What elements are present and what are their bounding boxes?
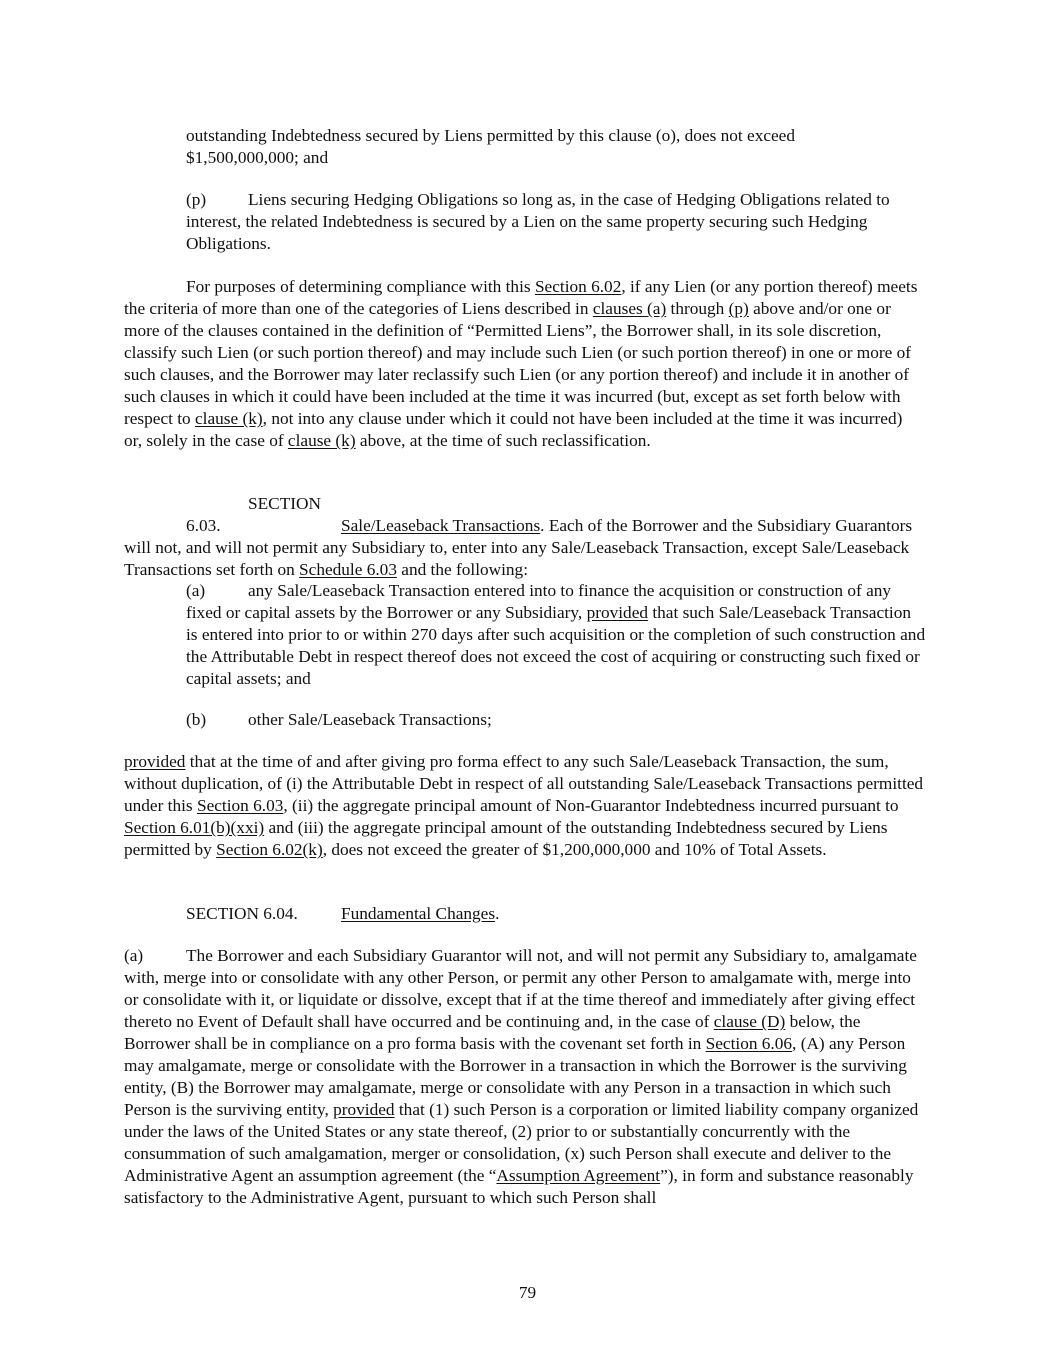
section-6-03-ref: Section 6.03 — [196, 796, 284, 815]
text-run: any Sale/Leaseback Transaction entered into to finance the acquisition or construction of any fixed or capital assets by the Borrower or any Subsidiary, — [186, 581, 892, 622]
clause-k-ref: clause (k) — [287, 431, 356, 450]
text-run: below, the Borrower shall be in compliance on a pro forma basis with the covenant set forth in — [124, 1012, 861, 1053]
text-run: above, at the time of such reclassification. — [355, 431, 651, 450]
section-6-04-number: SECTION 6.04. — [186, 904, 298, 923]
section-6-03-number: SECTION 6.03. — [186, 494, 321, 535]
section-6-04-title: Fundamental Changes — [341, 904, 496, 923]
clause-p — [186, 189, 916, 255]
text-run: , if any Lien (or any portion thereof) meets the criteria of more than one of the categories of Liens described in — [124, 277, 918, 318]
section-6-03-title: Sale/Leaseback Transactions — [341, 516, 541, 535]
text-run: For purposes of determining compliance with this — [186, 277, 535, 296]
text-run: , (ii) the aggregate principal amount of Non-Guarantor Indebtedness incurred pursuant to — [283, 796, 899, 815]
text-run: . Each of the Borrower and the Subsidiary Guarantors will not, and will not permit any Subsidiary to, enter into any Sale/Leaseback Transaction, except Sale/Leaseback Transactions set forth on — [124, 516, 913, 579]
clause-6-03-b-label: (b) — [186, 710, 207, 729]
text-run: , does not exceed the greater of $1,200,000,000 and 10% of Total Assets. — [322, 840, 827, 859]
clause-p-text: Liens securing Hedging Obligations so long as, in the case of Hedging Obligations related to interest, the related Indebtedness is secured by a Lien on the same property securing such Hedging Obligations. — [186, 190, 890, 253]
schedule-6-03-ref: Schedule 6.03 — [299, 560, 397, 579]
text-run: and the following: — [396, 560, 528, 579]
assumption-agreement-term: Assumption Agreement — [496, 1166, 661, 1185]
clause-6-03-a-label: (a) — [186, 581, 206, 600]
text-run: ”), in form and substance reasonably satisfactory to the Administrative Agent, pursuant to which such Person shall — [124, 1166, 914, 1207]
clause-k-ref: clause (k) — [195, 409, 263, 428]
provided-term: provided — [586, 603, 649, 622]
text-run: above and/or one or more of the clauses contained in the definition of “Permitted Liens”, the Borrower shall, in its sole discretion, classify such Lien (or such portion thereof) and may include such Lien (or such portion thereof) in one or more of such clauses, and the Borrower may later reclassify such Lien (or any portion thereof) and include it in another of such clauses in which it could have been included at the time it was incurred (but, except as set forth below with respect to — [124, 299, 912, 428]
clause-6-04-a — [124, 945, 924, 1209]
clause-p-label: (p) — [186, 190, 207, 209]
section-6-03-proviso — [124, 751, 926, 861]
text-run: . — [495, 904, 500, 923]
provided-term: provided — [124, 752, 186, 771]
page-number: 79 — [518, 1283, 537, 1302]
text-run: The Borrower and each Subsidiary Guarantor will not, and will not permit any Subsidiary to, amalgamate with, merge into or consolidate with any other Person, or permit any other Person to amalgamate with, merge into or consolidate with it, or liquidate or dissolve, except that if at the time thereof and immediately after giving effect thereto no Event of Default shall have occurred and be continuing and, in the case of — [124, 946, 917, 1031]
clause-6-04-a-label: (a) — [124, 946, 144, 965]
text-run: that such Sale/Leaseback Transaction is entered into prior to or within 270 days after such acquisition or the completion of such construction and the Attributable Debt in respect thereof does not exceed the cost of acquiring or constructing such fixed or capital assets; and — [186, 603, 926, 688]
section-6-06-ref: Section 6.06 — [705, 1034, 793, 1053]
text-run: and (iii) the aggregate principal amount of the outstanding Indebtedness secured by Liens permitted by — [124, 818, 888, 859]
section-6-03-paragraph — [124, 493, 924, 581]
text-run: , not into any clause under which it could not have been included at the time it was incurred) or, solely in the case of — [124, 409, 903, 450]
clause-p-ref: (p) — [728, 299, 749, 318]
text-run: through — [666, 299, 729, 318]
text-run: that (1) such Person is a corporation or limited liability company organized under the laws of the United States or any state thereof, (2) prior to or substantially concurrently with the consummation of such amalgamation, merger or consolidation, (x) such Person shall execute and deliver to the Administrative Agent an assumption agreement (the “ — [124, 1100, 919, 1185]
section-6-04-heading — [186, 903, 786, 925]
text-run: that at the time of and after giving pro forma effect to any such Sale/Leaseback Transaction, the sum, without duplication, of (i) the Attributable Debt in respect of all outstanding Sale/Leaseback Transactions permitted under this — [124, 752, 924, 815]
text-run: , (A) any Person may amalgamate, merge or consolidate with the Borrower in a transaction in which the Borrower is the surviving entity, (B) the Borrower may amalgamate, merge or consolidate with any Person in a transaction in which such Person is the surviving entity, — [124, 1034, 907, 1119]
compliance-paragraph — [124, 276, 924, 452]
clause-6-03-a — [186, 580, 926, 690]
clause-d-ref: clause (D) — [713, 1012, 786, 1031]
section-6-01-b-xxi-ref: Section 6.01(b)(xxi) — [124, 818, 265, 837]
provided-term: provided — [333, 1100, 395, 1119]
clause-o-tail: outstanding Indebtedness secured by Liens permitted by this clause (o), does not exceed $1,500,000,000; and — [186, 126, 795, 167]
clause-6-03-b-text: other Sale/Leaseback Transactions; — [248, 710, 492, 729]
section-6-02-ref: Section 6.02 — [534, 277, 622, 296]
clauses-a-ref: clauses (a) — [592, 299, 667, 318]
clause-6-03-b — [186, 709, 926, 731]
section-6-02-k-ref: Section 6.02(k) — [216, 840, 323, 859]
